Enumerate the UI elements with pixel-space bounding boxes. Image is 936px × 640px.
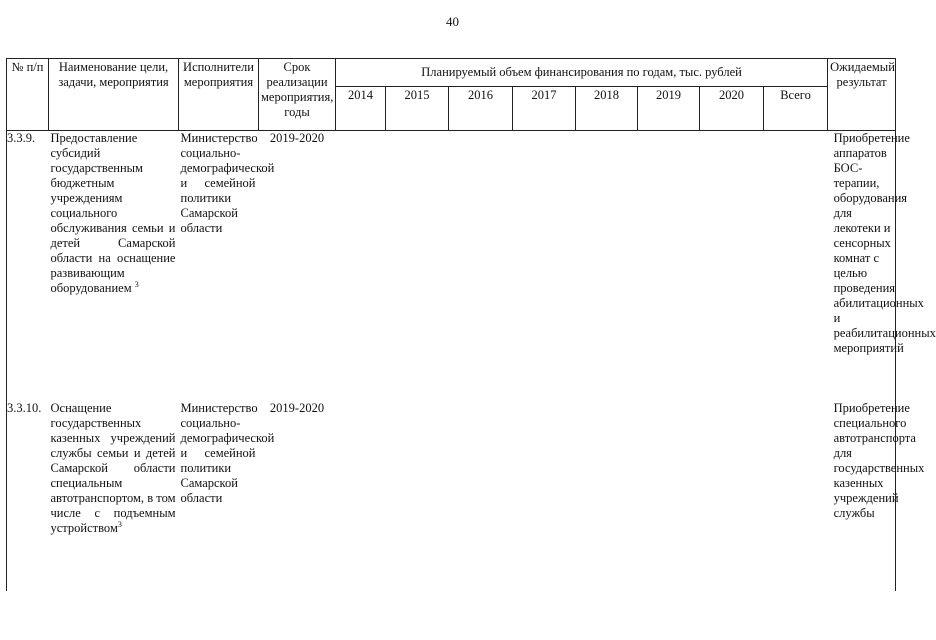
row-result: Приобретение специального автотранспорта для государственных казенных учреждений службы	[833, 400, 925, 520]
row-name: Предоставление субсидий государственным бюджетным учреждениям социального обслуживания семьи и детей Самарской области на оснащение развивающим оборудованием $^3$	[50, 131, 176, 295]
page-number: 40	[446, 14, 459, 29]
footnote-mark: 3	[117, 519, 122, 529]
row-executor: Министерство социально-демографической и семейной политики Самарской области	[180, 400, 275, 505]
row-year-cell	[386, 401, 449, 591]
header-name: Наименование цели, задачи, мероприятия	[49, 59, 179, 131]
row-year-cell	[576, 401, 638, 591]
row-executor: Министерство социально-демографической и семейной политики Самарской области	[180, 131, 275, 235]
header-year: 2015	[386, 87, 449, 131]
header-year: 2018	[576, 87, 638, 131]
financing-table	[6, 58, 936, 591]
header-year-total: Всего	[764, 87, 828, 131]
table-header	[7, 59, 896, 131]
row-result: Приобретение аппаратов БОС-терапии, оборудования для лекотеки и сенсорных комнат с целью проведения абилитационных и реабилитационных мероприятий	[833, 131, 936, 355]
row-term: 2019-2020	[269, 400, 325, 415]
header-year: 2019	[638, 87, 700, 131]
row-year-cell	[513, 131, 576, 401]
row-year-cell	[386, 131, 449, 401]
header-year: 2020	[700, 87, 764, 131]
row-number: 3.3.10.	[7, 400, 42, 415]
header-year: 2016	[449, 87, 513, 131]
row-year-cell	[336, 131, 386, 401]
row-year-cell	[449, 401, 513, 591]
row-year-cell	[638, 401, 700, 591]
footnote-mark: 3	[134, 279, 139, 289]
header-year: 2014	[336, 87, 386, 131]
row-year-cell	[764, 401, 828, 591]
table-row	[7, 131, 896, 401]
header-financing: Планируемый объем финансирования по годам, тыс. рублей	[336, 59, 828, 87]
row-number: 3.3.9.	[7, 131, 36, 145]
header-year: 2017	[513, 87, 576, 131]
row-year-cell	[449, 131, 513, 401]
row-year-cell	[576, 131, 638, 401]
row-year-cell	[336, 401, 386, 591]
header-result: Ожидаемый результат	[828, 59, 896, 131]
table-row	[7, 401, 896, 591]
header-executors: Исполнители мероприятия	[179, 59, 259, 131]
row-year-cell	[700, 131, 764, 401]
row-year-cell	[700, 401, 764, 591]
row-year-cell	[764, 131, 828, 401]
header-term: Срок реализации мероприятия, годы	[259, 59, 336, 131]
header-num: № п/п	[7, 59, 49, 131]
row-name: Оснащение государственных казенных учреждений службы семьи и детей Самарской области специальным автотранспортом, в том числе с подъемным устройством$^3$	[50, 400, 176, 535]
row-year-cell	[638, 131, 700, 401]
row-year-cell	[513, 401, 576, 591]
row-term: 2019-2020	[269, 131, 325, 145]
